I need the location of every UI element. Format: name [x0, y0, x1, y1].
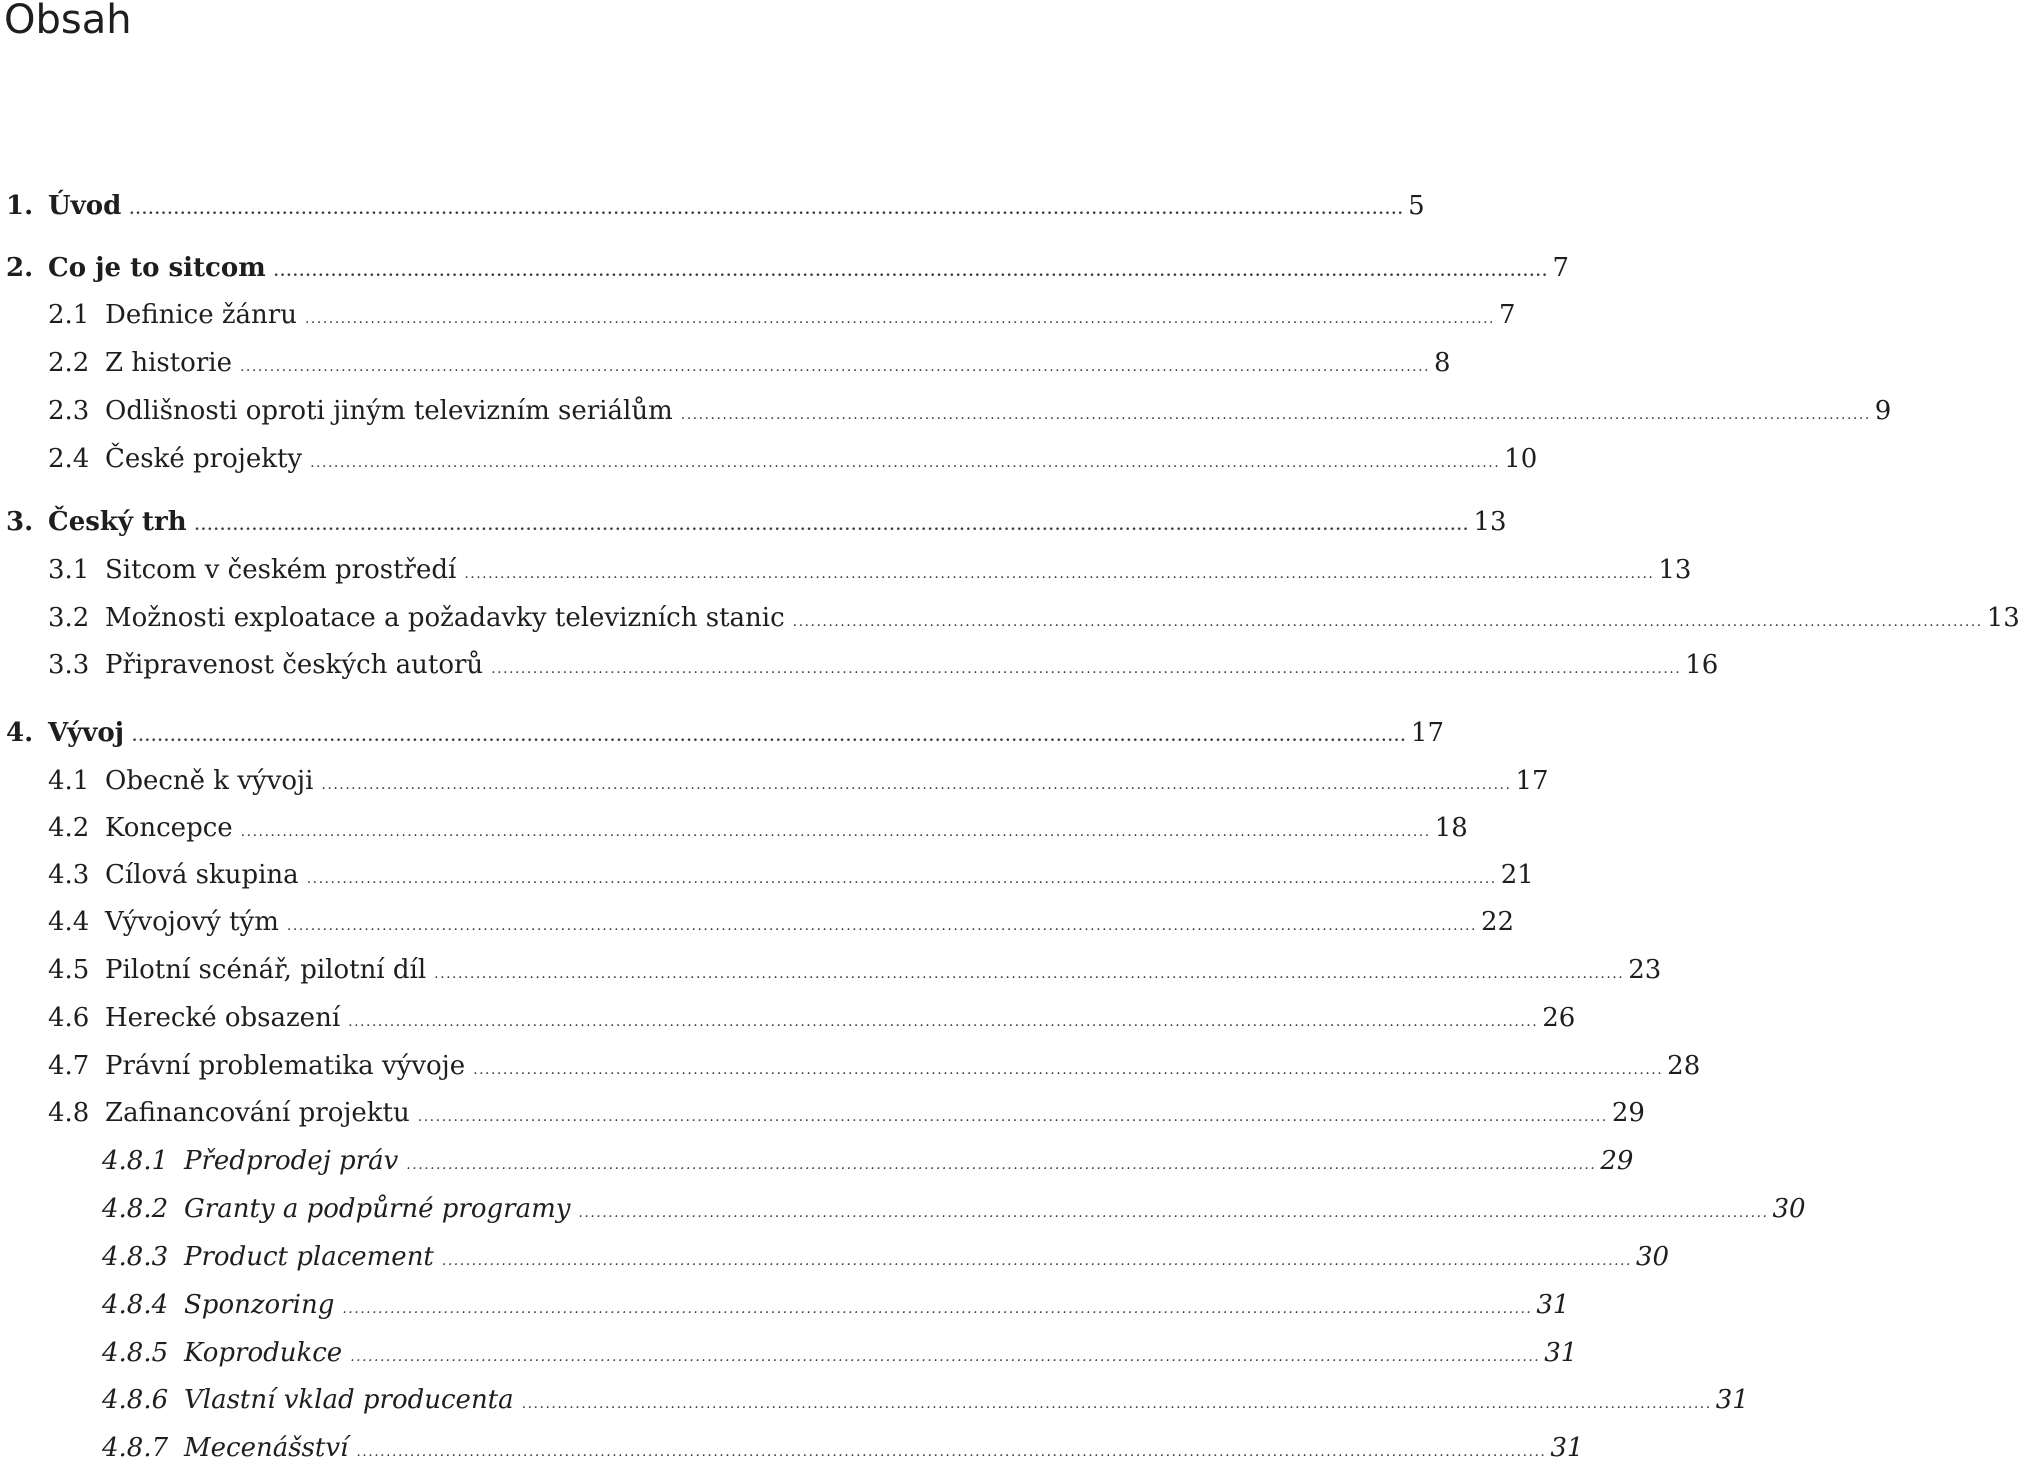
toc-entry-title: Mecenášství [184, 1433, 349, 1463]
toc-entry[interactable] [0, 293, 1516, 337]
toc-entry-page-number: 22 [1480, 907, 1515, 937]
toc-entry-page-number: 30 [1772, 1194, 1806, 1224]
toc-entry-page-number: 28 [1667, 1051, 1701, 1081]
toc-entry-title: Vývojový tým [105, 907, 279, 937]
toc-entry-page-number: 16 [1685, 650, 1719, 680]
dot-leader: ........................................................................................................................................................................................................ [129, 202, 1405, 218]
dot-leader: ........................................................................................................................................................................................................ [240, 824, 1431, 840]
toc-entry[interactable] [0, 711, 1444, 755]
toc-entry-title: Vlastní vklad producenta [184, 1385, 514, 1415]
toc-entry-title: Co je to sitcom [48, 253, 266, 283]
toc-entry[interactable] [0, 500, 1507, 544]
dot-leader: ........................................................................................................................................................................................................ [521, 1396, 1712, 1412]
toc-entry-title: Právní problematika vývoje [105, 1051, 466, 1081]
toc-entry[interactable] [0, 184, 1425, 228]
toc-entry-title: Předprodej práv [184, 1146, 399, 1176]
toc-entry[interactable] [0, 643, 1719, 687]
toc-entry-number: 4.6 [48, 1003, 90, 1033]
toc-entry-number: 4.8.6 [102, 1385, 169, 1415]
toc-entry-title: Granty a podpůrné programy [184, 1194, 571, 1224]
toc-entry[interactable] [0, 1426, 1584, 1470]
toc-entry-number: 4.7 [48, 1051, 90, 1081]
toc-entry-number: 4. [6, 718, 34, 748]
toc-entry-page-number: 8 [1434, 348, 1451, 378]
toc-entry-title: Český trh [48, 507, 187, 537]
toc-entry-page-number: 26 [1542, 1003, 1576, 1033]
toc-entry[interactable] [0, 759, 1549, 803]
dot-leader: ........................................................................................................................................................................................................ [406, 1157, 1597, 1173]
toc-entry-number: 4.8.7 [102, 1433, 169, 1463]
toc-entry[interactable] [0, 389, 1892, 433]
dot-leader: ........................................................................................................................................................................................................ [310, 455, 1501, 471]
toc-entry-page-number: 31 [1550, 1433, 1584, 1463]
toc-entry[interactable] [0, 437, 1538, 481]
toc-entry-number: 2. [6, 253, 34, 283]
dot-leader: ........................................................................................................................................................................................................ [491, 661, 1682, 677]
toc-entry-number: 4.8.1 [102, 1146, 169, 1176]
toc-entry-title: Sponzoring [184, 1290, 335, 1320]
toc-entry-title: Připravenost českých autorů [105, 650, 484, 680]
toc-entry-number: 2.4 [48, 444, 90, 474]
toc-entry-title: Pilotní scénář, pilotní díl [105, 955, 427, 985]
toc-entry-page-number: 21 [1500, 860, 1534, 890]
toc-entry-title: Z historie [105, 348, 232, 378]
toc-entry[interactable] [0, 1235, 1670, 1279]
toc-entry-title: České projekty [105, 444, 303, 474]
toc-entry-title: Cílová skupina [105, 860, 299, 890]
toc-entry-page-number: 7 [1552, 253, 1570, 283]
dot-leader: ........................................................................................................................................................................................................ [342, 1301, 1533, 1317]
dot-leader: ........................................................................................................................................................................................................ [350, 1349, 1541, 1365]
toc-entry-number: 4.3 [48, 860, 90, 890]
toc-entry-page-number: 31 [1536, 1290, 1570, 1320]
toc-entry[interactable] [0, 246, 1570, 290]
toc-entry-page-number: 29 [1611, 1098, 1645, 1128]
toc-entry-number: 4.8.5 [102, 1338, 169, 1368]
toc-entry[interactable] [0, 1044, 1701, 1088]
dot-leader: ........................................................................................................................................................................................................ [473, 1062, 1664, 1078]
dot-leader: ........................................................................................................................................................................................................ [194, 518, 1470, 534]
toc-entry-title: Úvod [48, 191, 122, 221]
toc-entry[interactable] [0, 806, 1468, 850]
toc-entry-page-number: 30 [1635, 1242, 1670, 1272]
toc-entry-number: 3.2 [48, 603, 90, 633]
toc-entry-number: 4.5 [48, 955, 90, 985]
toc-entry-title: Product placement [184, 1242, 434, 1272]
dot-leader: ........................................................................................................................................................................................................ [321, 777, 1512, 793]
toc-entry[interactable] [0, 548, 1692, 592]
toc-entry-page-number: 18 [1434, 813, 1468, 843]
dot-leader: ........................................................................................................................................................................................................ [680, 407, 1871, 423]
toc-entry-page-number: 31 [1544, 1338, 1578, 1368]
toc-entry-number: 3. [6, 507, 34, 537]
toc-entry-page-number: 7 [1499, 300, 1516, 330]
toc-entry[interactable] [0, 341, 1451, 385]
toc-entry-number: 4.8.4 [102, 1290, 169, 1320]
toc-entry-page-number: 29 [1600, 1146, 1634, 1176]
toc-entry-page-number: 13 [1986, 603, 2020, 633]
toc-entry-title: Obecně k vývoji [105, 766, 314, 796]
toc-entry-number: 4.8.3 [102, 1242, 169, 1272]
dot-leader: ........................................................................................................................................................................................................ [578, 1205, 1769, 1221]
dot-leader: ........................................................................................................................................................................................................ [792, 614, 1983, 630]
toc-entry-number: 4.8 [48, 1098, 90, 1128]
toc-entry[interactable] [0, 596, 2020, 640]
toc-entry-page-number: 13 [1473, 507, 1507, 537]
toc-entry-number: 4.1 [48, 766, 90, 796]
toc-entry[interactable] [0, 1331, 1578, 1375]
toc-entry[interactable] [0, 1378, 1749, 1422]
toc-entry[interactable] [0, 1139, 1634, 1183]
toc-entry-number: 2.1 [48, 300, 90, 330]
toc-entry-page-number: 13 [1658, 555, 1692, 585]
toc-entry[interactable] [0, 996, 1576, 1040]
dot-leader: ........................................................................................................................................................................................................ [464, 566, 1655, 582]
toc-entry[interactable] [0, 1091, 1645, 1135]
toc-entry-title: Odlišnosti oproti jiným televizním seriálům [105, 396, 673, 426]
toc-entry[interactable] [0, 853, 1534, 897]
toc-entry-number: 4.2 [48, 813, 90, 843]
dot-leader: ........................................................................................................................................................................................................ [304, 311, 1496, 327]
dot-leader: ........................................................................................................................................................................................................ [417, 1109, 1608, 1125]
toc-entry-page-number: 17 [1515, 766, 1549, 796]
toc-entry-title: Koncepce [105, 813, 233, 843]
toc-entry[interactable] [0, 1187, 1806, 1231]
toc-entry[interactable] [0, 900, 1515, 944]
toc-entry-page-number: 9 [1874, 396, 1892, 426]
toc-entry-number: 3.3 [48, 650, 90, 680]
toc-entry-title: Koprodukce [184, 1338, 343, 1368]
dot-leader: ........................................................................................................................................................................................................ [239, 359, 1431, 375]
toc-entry[interactable] [0, 1283, 1570, 1327]
dot-leader: ........................................................................................................................................................................................................ [132, 729, 1407, 745]
toc-entry-title: Definice žánru [105, 300, 297, 330]
dot-leader: ........................................................................................................................................................................................................ [434, 966, 1625, 982]
toc-entry-page-number: 17 [1410, 718, 1444, 748]
toc-entry-title: Zafinancování projektu [105, 1098, 410, 1128]
toc-entry-number: 3.1 [48, 555, 90, 585]
toc-entry-number: 4.8.2 [102, 1194, 169, 1224]
dot-leader: ........................................................................................................................................................................................................ [273, 264, 1549, 280]
toc-entry-page-number: 5 [1408, 191, 1425, 221]
toc-entry-title: Možnosti exploatace a požadavky televizních stanic [105, 603, 785, 633]
toc-entry[interactable] [0, 948, 1662, 992]
toc-entry-page-number: 31 [1715, 1385, 1749, 1415]
toc-entry-page-number: 10 [1504, 444, 1538, 474]
dot-leader: ........................................................................................................................................................................................................ [348, 1014, 1539, 1030]
toc-entry-number: 2.2 [48, 348, 90, 378]
dot-leader: ........................................................................................................................................................................................................ [441, 1253, 1632, 1269]
toc-entry-title: Herecké obsazení [105, 1003, 341, 1033]
toc-entry-number: 4.4 [48, 907, 90, 937]
toc-entry-page-number: 23 [1628, 955, 1662, 985]
dot-leader: ........................................................................................................................................................................................................ [356, 1444, 1547, 1460]
dot-leader: ........................................................................................................................................................................................................ [306, 871, 1497, 887]
page-title: Obsah [4, 0, 132, 43]
dot-leader: ........................................................................................................................................................................................................ [286, 918, 1477, 934]
toc-entry-title: Vývoj [48, 718, 125, 748]
toc-entry-number: 1. [6, 191, 34, 221]
toc-entry-number: 2.3 [48, 396, 90, 426]
toc-entry-title: Sitcom v českém prostředí [105, 555, 457, 585]
